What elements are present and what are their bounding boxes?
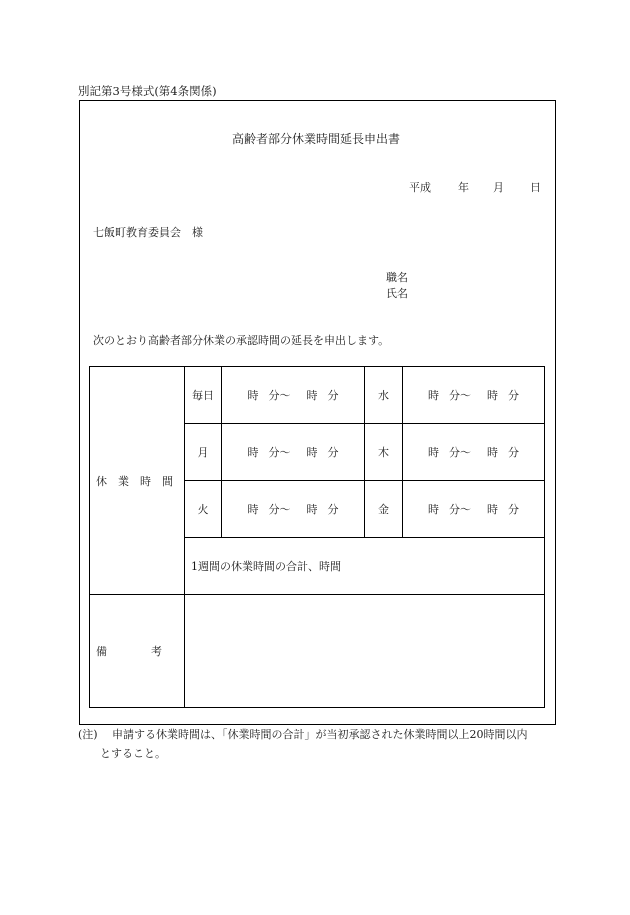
table-row	[90, 367, 545, 424]
note-label: (注)	[78, 728, 98, 741]
applicant-position-label: 職名	[386, 271, 408, 284]
day-label-thu: 木	[365, 424, 403, 481]
time-range-fri[interactable]: 時 分〜 時 分	[403, 481, 545, 538]
date-day: 日	[530, 181, 541, 194]
addressee: 七飯町教育委員会 様	[93, 226, 203, 239]
day-label-fri: 金	[365, 481, 403, 538]
weekly-total-field[interactable]: 1週間の休業時間の合計、時間	[185, 538, 545, 595]
time-range-thu[interactable]: 時 分〜 時 分	[403, 424, 545, 481]
time-range-wed[interactable]: 時 分〜 時 分	[403, 367, 545, 424]
remarks-header: 備 考	[90, 595, 185, 708]
date-era: 平成	[409, 181, 431, 194]
form-number-label: 別記第3号様式(第4条関係)	[78, 84, 217, 98]
time-range-mon[interactable]: 時 分〜 時 分	[222, 424, 365, 481]
day-label-wed: 水	[365, 367, 403, 424]
leave-time-table	[89, 366, 545, 708]
day-label-mon: 月	[185, 424, 222, 481]
day-label-daily: 毎日	[185, 367, 222, 424]
table-row	[90, 595, 545, 708]
intro-text: 次のとおり高齢者部分休業の承認時間の延長を申出します。	[93, 334, 390, 347]
document-title: 高齢者部分休業時間延長申出書	[232, 132, 401, 146]
note-line-2: とすること。	[100, 747, 166, 760]
time-range-daily[interactable]: 時 分〜 時 分	[222, 367, 365, 424]
note-line-1: 申請する休業時間は、「休業時間の合計」が当初承認された休業時間以上20時間以内	[112, 728, 528, 741]
time-range-tue[interactable]: 時 分〜 時 分	[222, 481, 365, 538]
date-month: 月	[493, 181, 504, 194]
applicant-name-label: 氏名	[386, 287, 408, 300]
remarks-field[interactable]	[185, 595, 545, 708]
date-year: 年	[458, 181, 469, 194]
leave-time-header: 休業時間	[90, 367, 185, 595]
day-label-tue: 火	[185, 481, 222, 538]
